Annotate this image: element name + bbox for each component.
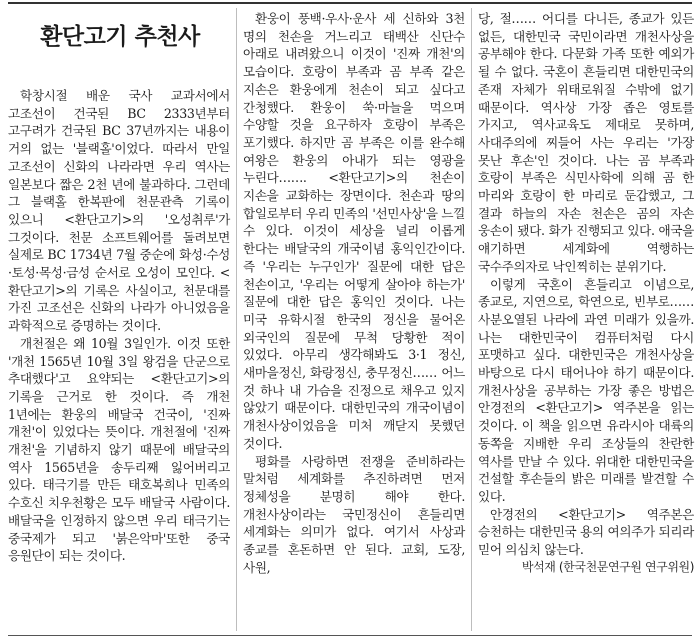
article-title: 환단고기 추천사 bbox=[40, 24, 200, 50]
column-2 bbox=[243, 0, 465, 639]
column-3 bbox=[478, 0, 694, 639]
paragraph: 당, 절…… 어디를 다니든, 종교가 있든 없든, 대한민국 국민이라면 개천사상을 공부해야 한다. 다문화 가족 또한 예외가 될 수 없다. 국혼이 흔들리면 대한민국의 존재 자체가 위태로워질 수밖에 없기 때문이다. 역사상 가장 좁은 영토를 가지고, 역사교육도 제대로 못하며, 사대주의에 찌들어 사는 우리는 '가장 못난 후손'인 것이다. 나는 곰 부족과 호랑이 부족은 식민사학에 의해 곰 한 마리와 호랑이 한 마리로 둔갑했고, 그 결과 하늘의 자손 천손은 곰의 자손 웅손이 됐다. 화가 진행되고 있다. 애국을 얘기하면 세계화에 역행하는 국수주의자로 낙인찍히는 분위기다. bbox=[478, 11, 694, 274]
author-byline: 박석재 (한국천문연구원 연구위원) bbox=[521, 559, 694, 574]
column-divider bbox=[471, 8, 472, 631]
paragraph: 환웅이 풍백·우사·운사 세 신하와 3천 명의 천손을 거느리고 태백산 신단수 아래로 내려왔으니 이것이 '진짜 개천'의 모습이다. 호랑이 부족과 곰 부족 같은 지손은 환웅에게 천손이 되고 싶다고 간청했다. 환웅이 쑥·마늘을 먹으며 수양할 것을 요구하자 호랑이 부족은 포기했다. 하지만 곰 부족은 이를 완수해 여왕은 환웅의 아내가 되는 영광을 누린다……. <환단고기>의 천손이 지손을 교화하는 장면이다. 천손과 땅의 합일로부터 우리 민족의 '선민사상'을 느낄 수 있다. 이것이 세상을 널리 이롭게 한다는 배달국의 개국이념 홍익인간이다. 즉 '우리는 누구인가' 질문에 대한 답은 천손이고, '우리는 어떻게 살아야 하는가' 질문에 대한 답은 홍익인 것이다. 나는 미국 유학시절 한국의 정신을 물어온 외국인의 질문에 무척 당황한 적이 있었다. 아무리 생각해봐도 3·1 정신, 새마을정신, 화랑정신, 충무정신…… 어느 것 하나 내 가슴을 진정으로 채우고 있지 않았기 때문이다. 대한민국의 개국이념이 개천사상이었음을 미처 깨닫지 못했던 것이다. bbox=[243, 11, 465, 451]
paragraph: 안경전의 <환단고기> 역주본은 승천하는 대한민국 용의 여의주가 되리라 믿어 의심치 않는다. bbox=[478, 506, 694, 558]
paragraph: 학창시절 배운 국사 교과서에서 고조선이 건국된 BC 2333년부터 고구려가 건국된 BC 37년까지는 내용이 거의 없는 '블랙홀'이었다. 따라서 만일 고조선이 신화의 나라라면 우리 역사는 일본보다 짧은 2천 년에 불과하다. 그런데 그 블랙홀 한복판에 천문관측 기록이 있으니 <환단고기>의 '오성취루'가 그것이다. 천문 소프트웨어를 돌려보면 실제로 BC 1734년 7월 중순에 화성·수성·토성·목성·금성 순서로 오성이 모인다. <환단고기>의 기록은 사실이고, 천문대를 가진 고조선은 신화의 나라가 아니었음을 과학적으로 증명하는 것이다. bbox=[8, 88, 230, 334]
column-1 bbox=[8, 0, 230, 639]
paragraph: 개천절은 왜 10월 3일인가. 이것 또한 '개천 1565년 10월 3일 왕검을 단군으로 추대했다'고 요약되는 <환단고기>의 기록을 근거로 한 것이다. 즉 개천 1년에는 환웅의 배달국 건국이, '진짜 개천'이 있었다는 뜻이다. 개천절에 '진짜 개천'을 기념하지 않기 때문에 배달국의 역사 1565년을 송두리째 잃어버리고 있다. 태극기를 만든 태호복희나 민족의 수호신 치우천황은 모두 배달국 사람이다. 배달국을 인정하지 않으면 우리 태극기는 중국제가 되고 '붉은악마'또한 중국 응원단이 되는 것이다. bbox=[8, 335, 230, 564]
bottom-rule bbox=[8, 635, 692, 636]
paragraph: 평화를 사랑하면 전쟁을 준비하라는 말처럼 세계화를 추진하려면 먼저 정체성을 분명히 해야 한다. 개천사상이라는 국민정신이 흔들리면 세계화는 의미가 없다. 여기서 사상과 종교를 혼돈하면 안 된다. 교회, 도장, 사원, bbox=[243, 453, 465, 575]
column-divider bbox=[236, 8, 237, 631]
paragraph: 이렇게 국혼이 흔들리고 이념으로, 종교로, 지연으로, 학연으로, 빈부로…… 사분오열된 나라에 과연 미래가 있을까. 나는 대한민국이 컴퓨터처럼 다시 포맷하고 싶다. 대한민국은 개천사상을 바탕으로 다시 태어나야 하기 때문이다. 개천사상을 공부하는 가장 좋은 방법은 안경전의 <환단고기> 역주본을 읽는 것이다. 이 책을 읽으면 유라시아 대륙의 동쪽을 지배한 우리 조상들의 찬란한 역사를 만날 수 있다. 위대한 대한민국을 건설할 후손들의 밝은 미래를 발견할 수 있다. bbox=[478, 276, 694, 504]
